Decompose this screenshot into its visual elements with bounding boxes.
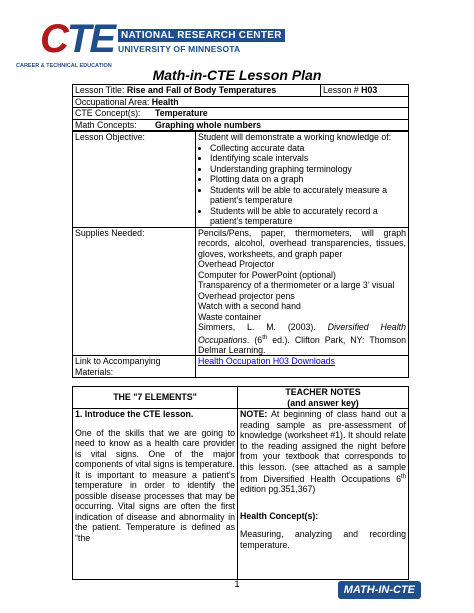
citation-author: Simmers, L. M. (2003).: [198, 322, 316, 332]
objective-item: • Understanding graphing terminology: [210, 164, 406, 175]
lesson-number-value: H03: [361, 85, 378, 95]
health-concepts-text: Measuring, analyzing and recording temperature.: [240, 529, 406, 550]
supplies-line: Computer for PowerPoint (optional): [198, 269, 336, 280]
cte-concept-label: CTE Concept(s):: [75, 108, 141, 118]
supplies-content-cell: [196, 227, 409, 356]
page-title: Math-in-CTE Lesson Plan: [152, 67, 322, 83]
supplies-line: Overhead projector pens: [198, 290, 295, 301]
objective-item: • Identifying scale intervals: [210, 153, 406, 164]
objective-list: [198, 143, 406, 227]
cte-logo-letters: [40, 19, 114, 59]
occupational-area-value: Health: [151, 96, 179, 107]
objective-label-cell: Lesson Objective:: [73, 132, 196, 228]
objective-table: [72, 131, 409, 378]
citation-edition: . (6: [246, 334, 263, 345]
citation-title: Diversified Health Occupations: [198, 322, 406, 345]
spacer: [240, 521, 406, 529]
seven-elements-table: [72, 386, 409, 580]
umn-label: UNIVERSITY OF MINNESOTA: [118, 44, 241, 54]
lesson-number-cell: [321, 85, 409, 97]
step1-text: One of the skills that we are going to need to know as a health care provider is vital signs. One of the major components of vital signs is temperature. It is important to measure a patient’s temperature in order to identify the possible disease processes that may be occurring. Vital signs are often the first indication of disease and abnormality in the patient. Temperature is defined as “the: [75, 427, 235, 543]
math-concepts-label: Math Concepts:: [75, 119, 137, 130]
supplies-line: Overhead Projector: [198, 259, 275, 269]
note-label: NOTE:: [240, 409, 268, 419]
objective-item: • Collecting accurate data: [210, 143, 406, 154]
cte-subtext: CAREER & TECHNICAL EDUCATION: [16, 63, 112, 69]
lesson-number-label: Lesson #: [323, 85, 359, 95]
cte-concept-cell: [73, 108, 409, 120]
link-cell: [196, 356, 409, 378]
supplies-line: Transparency of a thermometer or a large 3’ visual: [198, 280, 395, 290]
lesson-title-cell: [73, 85, 321, 97]
supplies-line: Pencils/Pens, paper, thermometers, will graph records, alcohol, overhead transparencies, tissues, gloves, worksheets, and graph paper: [198, 227, 406, 259]
math-in-cte-logo: MATH-IN-CTE: [338, 581, 421, 599]
downloads-link[interactable]: Health Occupation H03 Downloads: [198, 356, 335, 367]
objective-item: • Plotting data on a graph: [210, 174, 406, 185]
note-text: At beginning of class hand out a reading sample as pre-assessment of knowledge (worksheet #1). It should relate to the reading assigned the night before from your textbook that corresponds to this lesson. (see attached as a sample from Diversified Health Occupations 6: [240, 409, 406, 484]
occupational-area-label: Occupational Area:: [75, 96, 150, 107]
lesson-title-label: Lesson Title:: [75, 85, 125, 95]
occupational-area-cell: [73, 96, 409, 108]
link-label-cell: Link to Accompanying Materials:: [73, 356, 196, 378]
health-concepts-label: Health Concept(s):: [240, 510, 319, 521]
lesson-title-value: Rise and Fall of Body Temperatures: [126, 85, 277, 95]
lesson-info-table: [72, 84, 409, 131]
math-concepts-value: Graphing whole numbers: [155, 119, 262, 130]
objective-content-cell: [196, 132, 409, 228]
citation-sup: th: [262, 334, 268, 341]
math-concepts-cell: [73, 119, 409, 131]
page-number: 1: [234, 579, 240, 589]
cte-concept-value: Temperature: [155, 108, 208, 118]
step1-title: 1. Introduce the CTE lesson.: [75, 409, 194, 419]
supplies-line: Waste container: [198, 311, 262, 322]
objective-item: • Students will be able to accurately record a patient’s temperature: [210, 206, 406, 227]
step1-cell: [73, 409, 238, 580]
teacher-notes-heading: TEACHER NOTES: [285, 387, 361, 397]
objective-intro: Student will demonstrate a working knowledge of:: [198, 132, 392, 142]
logo-te: TE: [66, 17, 115, 61]
citation-publisher: ed.). Clifton Park, NY: Thomson Delmar Learning.: [198, 334, 406, 355]
spacer: [75, 420, 235, 428]
supplies-label-cell: Supplies Needed:: [73, 227, 196, 356]
logo-c: C: [40, 17, 67, 61]
note-text-end: edition pg.351,367): [240, 484, 316, 495]
nrc-label: NATIONAL RESEARCH CENTER: [118, 29, 285, 42]
elements-header-right: [238, 387, 409, 409]
objective-item: • Students will be able to accurately measure a patient’s temperature: [210, 185, 406, 206]
cte-logo: [16, 13, 282, 69]
notes-cell: [238, 409, 409, 580]
elements-header-left: THE "7 ELEMENTS": [73, 387, 238, 409]
citation: [198, 322, 406, 355]
supplies-line: Watch with a second hand: [198, 301, 301, 311]
note-sup: th: [400, 474, 406, 480]
answer-key-heading: (and answer key): [287, 397, 359, 408]
spacer: [240, 495, 406, 511]
note-paragraph: [240, 409, 406, 495]
